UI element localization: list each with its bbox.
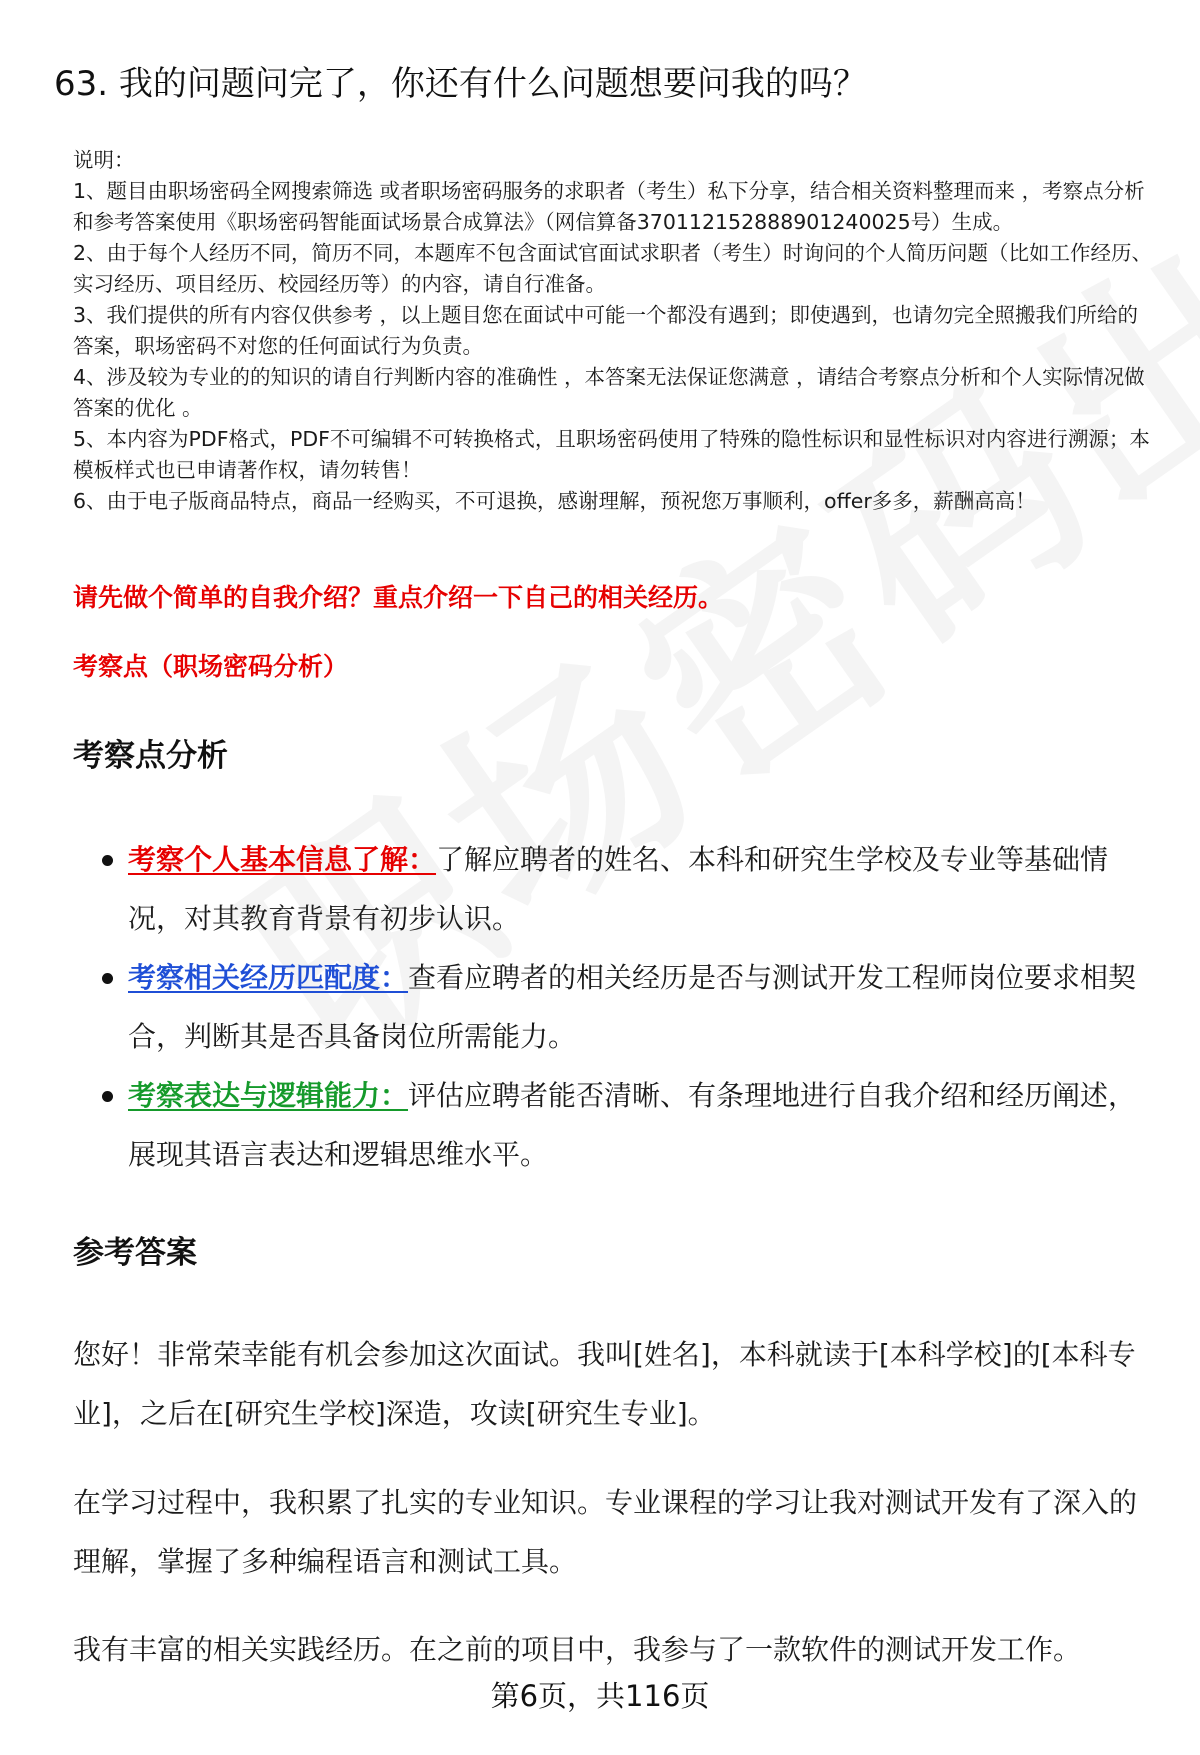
notes-item: 2、由于每个人经历不同，简历不同，本题库不包含面试官面试求职者（考生）时询问的个人简历问题（比如工作经历、实习经历、项目经历、校园经历等）的内容，请自行准备。 <box>73 241 1153 296</box>
list-item <box>128 830 1148 948</box>
interview-question: 请先做个简单的自我介绍？重点介绍一下自己的相关经历。 <box>73 583 724 612</box>
bullet-label: 考察相关经历匹配度： <box>128 961 409 994</box>
bullet-text: 查看应聘者的相关经历是否与测试开发工程师岗位要求相契合，判断其是否具备岗位所需能力。 <box>128 961 1137 1053</box>
notes-block <box>73 145 1153 517</box>
bullet-dot-icon <box>102 1091 113 1102</box>
analysis-heading: 考察点分析 <box>73 738 228 774</box>
answer-paragraph: 我有丰富的相关实践经历。在之前的项目中，我参与了一款软件的测试开发工作。 <box>73 1633 1082 1666</box>
answer-paragraph: 在学习过程中，我积累了扎实的专业知识。专业课程的学习让我对测试开发有了深入的理解，掌握了多种编程语言和测试工具。 <box>73 1486 1138 1578</box>
list-item <box>128 948 1148 1066</box>
bullet-dot-icon <box>102 973 113 984</box>
bullet-text: 评估应聘者能否清晰、有条理地进行自我介绍和经历阐述，展现其语言表达和逻辑思维水平。 <box>128 1079 1137 1171</box>
list-item <box>128 1066 1148 1184</box>
notes-item: 5、本内容为PDF格式，PDF不可编辑不可转换格式，且职场密码使用了特殊的隐性标识和显性标识对内容进行溯源；本模板样式也已申请著作权，请勿转售！ <box>73 427 1150 482</box>
analysis-subheading: 考察点（职场密码分析） <box>73 652 349 681</box>
answer-heading: 参考答案 <box>73 1235 197 1271</box>
notes-item: 3、我们提供的所有内容仅供参考 ，以上题目您在面试中可能一个都没有遇到；即使遇到，也请勿完全照搬我们所给的答案，职场密码不对您的任何面试行为负责。 <box>73 303 1139 358</box>
page-number: 第6页，共116页 <box>490 1679 710 1713</box>
notes-item: 1、题目由职场密码全网搜索筛选 或者职场密码服务的求职者（考生）私下分享，结合相关资料整理而来 ，考察点分析和参考答案使用《职场密码智能面试场景合成算法》（网信算备370112152888901240025号）生成。 <box>73 179 1145 234</box>
bullet-label: 考察表达与逻辑能力： <box>128 1079 409 1112</box>
bullet-text: 了解应聘者的姓名、本科和研究生学校及专业等基础情况，对其教育背景有初步认识。 <box>128 843 1109 935</box>
notes-item: 6、由于电子版商品特点，商品一经购买，不可退换，感谢理解，预祝您万事顺利，offer多多，薪酬高高！ <box>73 489 1036 513</box>
notes-label: 说明： <box>73 148 135 172</box>
analysis-list <box>128 830 1148 1184</box>
bullet-label: 考察个人基本信息了解： <box>128 843 437 876</box>
bullet-dot-icon <box>102 855 113 866</box>
answer-paragraph: 您好！非常荣幸能有机会参加这次面试。我叫[姓名]，本科就读于[本科学校]的[本科专业]，之后在[研究生学校]深造，攻读[研究生专业]。 <box>73 1338 1136 1430</box>
notes-item: 4、涉及较为专业的的知识的请自行判断内容的准确性 ，本答案无法保证您满意 ，请结合考察点分析和个人实际情况做答案的优化 。 <box>73 365 1145 420</box>
question-title: 63. 我的问题问完了，你还有什么问题想要问我的吗？ <box>54 64 867 104</box>
